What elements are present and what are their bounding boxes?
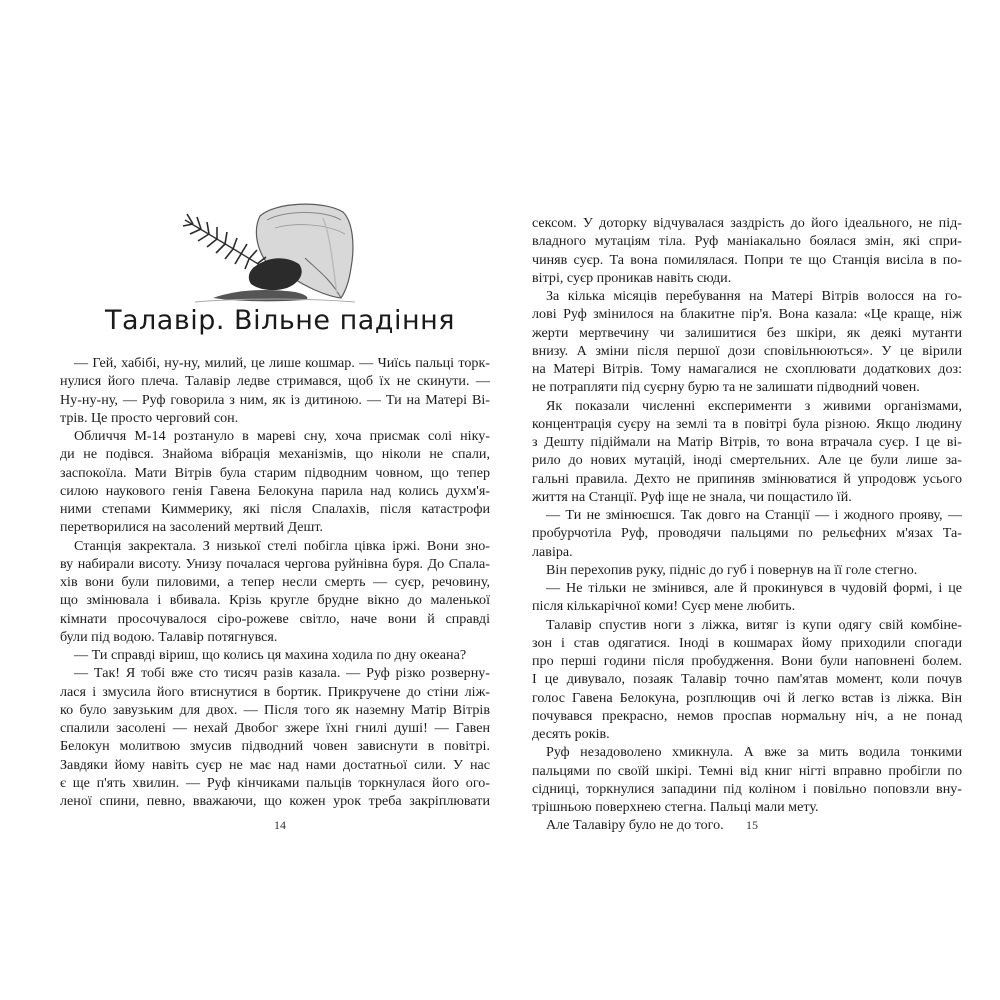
text-line: почувався прекрасно, немов проспав нормальну ніч, а не понад	[532, 707, 962, 724]
text-line: на Матері Вітрів. Тому намагалися не схоплювати додаткових доз:	[532, 361, 962, 377]
text-line: сідниці, торкнулися западини під коліном і повільно поповзли вну-	[532, 780, 962, 797]
text-line: Руф незадоволено хмикнула. А вже за мить водила тонкими	[546, 744, 962, 761]
text-line: є ще п'ять хвилин. — Руф кінчиками пальців торкнулася його ого-	[60, 774, 490, 791]
text-line: — Ти не змінюєшся. Так довго на Станції — і жодного прояву, —	[546, 507, 962, 523]
text-line: що змінювала і вбивала. Крізь кругле брудне вікно до маленької	[60, 592, 490, 609]
text-line: чиняв суєр. Та вона помилялася. Попри те що Станція висіла в по-	[532, 251, 962, 268]
text-line: про перші години після пробудження. Вони були наповнені болем.	[532, 653, 962, 669]
text-line: — Так! Я тобі вже сто тисяч разів казала. — Руф різко розверну-	[74, 665, 490, 682]
text-line: лася і змусила його втиснутися в бортик. Прикручене до стіни ліж-	[60, 683, 490, 700]
text-line: хів вони були пиловими, а тепер несли смерть — суєр, речовину,	[60, 574, 490, 590]
text-line: ними степами Киммерику, які після Спалахів, після катастрофи	[60, 501, 490, 517]
text-line: Ну-ну-ну, — Руф говорила з ним, як із дитиною. — Ти на Матері Ві-	[60, 391, 490, 408]
text-line: пальцями по своїй шкірі. Темні від книг нігті вправно пробігли по	[532, 762, 962, 779]
text-line: лавіра.	[532, 543, 573, 560]
text-line: вітрі, суєр проникав навіть сюди.	[532, 269, 732, 286]
text-line: голос Гавена Белокуна, розплющив очі й легко встав із ліжка. Він	[532, 689, 962, 706]
text-line: ву набирали висоту. Унизу почалася чергова руйнівна буря. До Спала-	[60, 555, 490, 572]
text-line: були під водою. Талавір потягнувся.	[60, 628, 278, 645]
text-line: після кількарічної коми! Суєр мене любить.	[532, 598, 796, 615]
left-page-text	[60, 354, 490, 810]
text-line: з Дешту підіймали на Матір Вітрів, то вона втрачала суєр. І це ві-	[532, 434, 962, 450]
text-line: владного мутаціям тіла. Руф маніакально боялася змін, які спри-	[532, 233, 962, 250]
text-line: ко було завузьким для двох. — Після того як наземну Матір Вітрів	[60, 701, 490, 718]
text-line: Талавір спустив ноги з ліжка, витяг із купи одягу свій комбіне-	[546, 616, 962, 633]
text-line: рило до нових мутацій, іноді смертельних. Але це були лише за-	[532, 452, 962, 469]
text-line: зон і став одягатися. Іноді в кошмарах йому приходили спогади	[532, 634, 962, 651]
text-line: — Гей, хабібі, ну-ну, милий, це лише кошмар. — Чиїсь пальці торк-	[74, 355, 490, 371]
text-line: — Не тільки не змінився, але й прокинувся в чудовій формі, і це	[546, 580, 962, 596]
text-line: перетворилися на засолений мертвий Дешт.	[60, 519, 323, 536]
text-line: Завдяки йому навіть суєр не має над нами достатньої сили. У нас	[60, 756, 490, 773]
text-line: Як показали численні експерименти з живими організмами,	[546, 397, 962, 414]
text-line: трішньою поверхнею стегна. Пальці мали мету.	[532, 799, 819, 815]
page-number-right: 15	[746, 818, 758, 832]
text-line: заспокоїла. Мати Вітрів була старим підводним човном, що тепер	[60, 464, 490, 481]
text-line: трів. Це просто черговий сон.	[60, 409, 239, 426]
text-line: нулися його плеча. Талавір ледве стримався, щоб їх не скинути. —	[60, 373, 490, 390]
text-line: внизу. А зміни після першої дози сповільнюються». У це вірили	[532, 342, 962, 359]
text-line: гальні правила. Дехто не припиняв змінюватися й упродовж усього	[532, 470, 962, 487]
text-line: кімнати просочувалося сіро-рожеве світло, наче вони й справді	[60, 610, 490, 627]
text-line: За кілька місяців перебування на Матері Вітрів волосся на го-	[546, 288, 962, 304]
text-line: сексом. У доторку відчувалася заздрість до його ідеального, не під-	[532, 215, 962, 231]
text-line: Він перехопив руку, підніс до губ і повернув на її голе стегно.	[546, 561, 918, 578]
page-number-left: 14	[274, 818, 286, 832]
text-line: ди не подівся. Знайома вібрація механізмів, що ніколи не спали,	[60, 446, 490, 463]
text-line: не потрапляти під суєрну бурю та не залишати підводний човен.	[532, 379, 920, 396]
text-line: — Ти справді віриш, що колись ця махина ходила по дну океана?	[74, 647, 467, 663]
text-line: силою наукового генія Гавена Белокуна парила над колись духм'я-	[60, 482, 490, 499]
text-line: Белокун молитвою змусив підводний човен зависнути в повітрі.	[60, 738, 490, 755]
text-line: лові Руф змінилося на блакитне пір'я. Вона казала: «Це краще, ніж	[532, 306, 962, 323]
text-line: концентрація суєру на землі та в повітрі була різною. Якщо людину	[532, 415, 962, 432]
text-line: Станція закректала. З низької стелі побігла цівка іржі. Вони зно-	[74, 537, 490, 554]
text-line: десять років.	[532, 726, 610, 742]
text-line: пробурчотіла Руф, проводячи пальцями по рельєфних м'язах Та-	[532, 525, 962, 542]
right-page-text	[532, 214, 962, 835]
feather-and-helmet-illustration	[155, 198, 385, 308]
text-line: Але Талавіру було не до того.	[546, 817, 724, 834]
text-line: спалили засолені — нехай Двобог зжере їхні гнилі душі! — Гавен	[60, 720, 490, 736]
text-line: життя на Станції. Руф іще не знала, чи пощастило їй.	[532, 488, 852, 505]
text-line: жерти мертвечину чи залишитися без шкіри, як деякі мутанти	[532, 324, 962, 341]
text-line: І це дивувало, позаяк Талавір точно пам'ятав момент, коли почув	[532, 671, 962, 688]
text-line: леної спини, певно, вважаючи, що кожен урок треба закріплювати	[60, 793, 490, 809]
chapter-title: Талавір. Вільне падіння	[104, 305, 455, 336]
text-line: Обличчя М-14 розтануло в мареві сну, хоча присмак солі ніку-	[74, 428, 490, 444]
